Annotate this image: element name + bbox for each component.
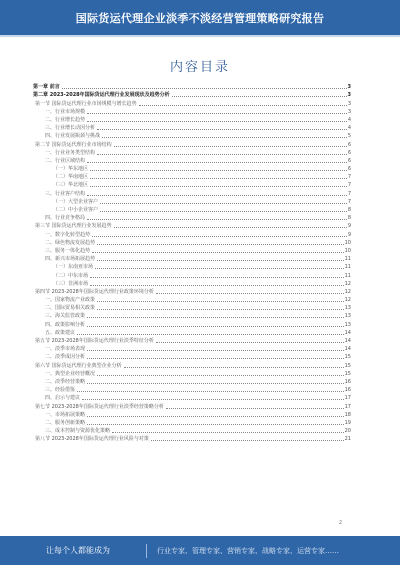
toc-leader-dots bbox=[172, 96, 347, 97]
toc-entry-page: 3 bbox=[347, 92, 351, 99]
toc-leader-dots bbox=[92, 236, 347, 237]
toc-entry[interactable] bbox=[33, 239, 351, 247]
toc-entry-label: 一、淡季市场表现 bbox=[45, 346, 86, 353]
toc-entry[interactable] bbox=[33, 296, 351, 304]
toc-entry-page: 4 bbox=[347, 125, 351, 132]
toc-entry-page: 14 bbox=[344, 329, 351, 336]
toc-entry-label: 二、淡季成因分析 bbox=[45, 354, 86, 361]
toc-leader-dots bbox=[87, 424, 344, 425]
toc-entry-label: （三）华北地区 bbox=[53, 182, 89, 189]
toc-leader-dots bbox=[97, 375, 344, 376]
toc-entry-label: （二）中小企业客户 bbox=[53, 207, 99, 213]
toc-leader-dots bbox=[124, 367, 344, 368]
toc-entry-page: 7 bbox=[347, 174, 351, 181]
toc-entry-page: 12 bbox=[344, 280, 351, 287]
toc-entry-page: 19 bbox=[344, 419, 351, 426]
header-divider bbox=[0, 35, 400, 37]
toc-entry-label: 三、经验借鉴 bbox=[45, 387, 76, 394]
toc-entry-page: 16 bbox=[344, 378, 351, 385]
toc-leader-dots bbox=[114, 227, 347, 228]
toc-entry[interactable] bbox=[33, 149, 351, 157]
toc-entry-label: 第四节 2023-2028年国际货运代理行业政策环境分析 bbox=[35, 288, 154, 295]
toc-leader-dots bbox=[82, 399, 344, 400]
toc-leader-dots bbox=[112, 432, 344, 433]
toc-entry-label: 一、典型企业经营概况 bbox=[45, 370, 96, 377]
toc-entry[interactable] bbox=[33, 157, 351, 165]
toc-entry-page: 8 bbox=[347, 215, 351, 222]
toc-entry[interactable] bbox=[33, 271, 351, 279]
toc-leader-dots bbox=[90, 170, 347, 171]
toc-entry[interactable] bbox=[33, 320, 351, 328]
toc-entry-page: 21 bbox=[344, 436, 351, 443]
toc-entry[interactable] bbox=[33, 91, 351, 99]
toc-entry-page: 11 bbox=[344, 272, 351, 279]
toc-entry-page: 11 bbox=[344, 264, 351, 271]
toc-entry[interactable] bbox=[33, 402, 351, 410]
toc-leader-dots bbox=[97, 244, 344, 245]
footer-slogan: 让每个人都能成为 bbox=[46, 546, 110, 555]
toc-entry[interactable] bbox=[33, 435, 351, 443]
toc-entry[interactable] bbox=[33, 288, 351, 296]
toc-entry[interactable] bbox=[33, 378, 351, 386]
toc-leader-dots bbox=[90, 186, 347, 187]
toc-entry-label: （一）大型企业客户 bbox=[53, 198, 99, 205]
toc-entry-label: 一、市场拓展策略 bbox=[45, 411, 86, 418]
toc-leader-dots bbox=[90, 178, 347, 179]
toc-entry[interactable] bbox=[33, 132, 351, 140]
toc-leader-dots bbox=[92, 252, 344, 253]
toc-entry[interactable] bbox=[33, 214, 351, 222]
toc-entry-label: （三）非洲市场 bbox=[53, 280, 89, 287]
toc-entry-page: 14 bbox=[344, 338, 351, 344]
toc-entry-label: 第七节 2023-2028年国际货运代理行业淡季经营策略分析 bbox=[35, 403, 164, 410]
toc-entry[interactable] bbox=[33, 189, 351, 197]
toc-entry-label: 四、政策影响分析 bbox=[45, 321, 86, 328]
toc-entry-page: 7 bbox=[347, 190, 351, 197]
toc-leader-dots bbox=[87, 121, 347, 122]
toc-leader-dots bbox=[97, 129, 347, 130]
toc-entry-label: 三、海关监管政策 bbox=[45, 313, 86, 320]
toc-entry[interactable] bbox=[33, 329, 351, 337]
toc-entry-label: 五、政策建议 bbox=[45, 329, 76, 336]
toc-entry[interactable] bbox=[33, 99, 351, 107]
toc-entry-page: 10 bbox=[344, 239, 351, 246]
toc-entry-label: 四、启示与建议 bbox=[45, 395, 81, 402]
toc-entry[interactable] bbox=[33, 345, 351, 353]
toc-entry[interactable] bbox=[33, 165, 351, 173]
toc-entry-page: 3 bbox=[347, 100, 351, 107]
toc-entry-page: 15 bbox=[344, 362, 351, 369]
toc-entry-label: 三、成本控制与资源优化策略 bbox=[45, 428, 111, 435]
toc-entry-page: 7 bbox=[347, 182, 351, 189]
toc-entry-label: （二）中东市场 bbox=[53, 272, 89, 279]
toc-entry-page: 6 bbox=[347, 141, 351, 148]
report-title: 国际货运代理企业淡季不淡经营管理策略研究报告 bbox=[75, 11, 325, 25]
toc-entry[interactable] bbox=[33, 263, 351, 271]
toc-entry[interactable] bbox=[33, 411, 351, 419]
toc-leader-dots bbox=[151, 440, 344, 441]
toc-entry-page: 9 bbox=[347, 231, 351, 238]
toc-entry-label: 二、行业区域结构 bbox=[45, 157, 86, 164]
toc-leader-dots bbox=[90, 285, 344, 286]
toc-entry-label: 三、行业客户结构 bbox=[45, 190, 86, 197]
toc-entry[interactable] bbox=[33, 337, 351, 345]
toc-leader-dots bbox=[95, 268, 344, 269]
toc-entry[interactable] bbox=[33, 173, 351, 181]
toc-entry-page: 15 bbox=[344, 370, 351, 377]
toc-leader-dots bbox=[87, 350, 344, 351]
toc-entry-label: （一）东南亚市场 bbox=[53, 264, 94, 271]
toc-leader-dots bbox=[97, 301, 344, 302]
toc-entry-label: 一、国家物流产业政策 bbox=[45, 297, 96, 304]
toc-entry[interactable] bbox=[33, 353, 351, 361]
toc-entry-page: 15 bbox=[344, 354, 351, 361]
toc-entry[interactable] bbox=[33, 394, 351, 402]
toc-entry[interactable] bbox=[33, 419, 351, 427]
toc-entry-label: 一、行业业务类型结构 bbox=[45, 149, 96, 156]
toc-entry-label: 四、行业发展瓶颈与挑战 bbox=[45, 133, 101, 140]
toc-entry-label: 三、行业增长动因分析 bbox=[45, 125, 96, 132]
toc-entry-label: 第三节 国际货运代理行业发展趋势 bbox=[35, 223, 112, 230]
toc-entry[interactable] bbox=[33, 427, 351, 435]
toc-entry-label: 第六节 国际货运代理行业典型企业分析 bbox=[35, 362, 122, 369]
toc-leader-dots bbox=[87, 219, 347, 220]
toc-entry[interactable] bbox=[33, 116, 351, 124]
footer-tagline: 行业专家、管理专家、营销专家、战略专家、运营专家…… bbox=[157, 546, 339, 555]
toc-entry[interactable] bbox=[33, 280, 351, 288]
toc-leader-dots bbox=[87, 162, 347, 163]
toc-entry-page: 10 bbox=[344, 247, 351, 254]
toc-leader-dots bbox=[100, 203, 347, 204]
toc-entry-label: 二、淡季经营策略 bbox=[45, 378, 86, 385]
toc-entry-page: 16 bbox=[344, 387, 351, 394]
toc-entry[interactable] bbox=[33, 247, 351, 255]
toc-entry[interactable] bbox=[33, 108, 351, 116]
toc-leader-dots bbox=[87, 113, 347, 114]
toc-leader-dots bbox=[97, 260, 344, 261]
toc-entry[interactable] bbox=[33, 181, 351, 189]
toc-leader-dots bbox=[97, 309, 344, 310]
toc-entry-label: 第八节 2023-2028年国际货运代理行业风险与对策 bbox=[35, 436, 149, 443]
toc-entry-label: 一、行业市场规模 bbox=[45, 108, 86, 115]
toc-entry-label: 四、行业竞争格局 bbox=[45, 215, 86, 222]
toc-entry[interactable] bbox=[33, 206, 351, 214]
toc-entry-page: 7 bbox=[347, 198, 351, 205]
toc-entry-page: 13 bbox=[344, 313, 351, 320]
page-number: 2 bbox=[338, 520, 342, 526]
toc-leader-dots bbox=[87, 326, 344, 327]
toc-entry-page: 12 bbox=[344, 288, 351, 295]
toc-entry[interactable] bbox=[33, 386, 351, 394]
toc-entry-label: 二、服务创新策略 bbox=[45, 419, 86, 426]
toc-entry-page: 13 bbox=[344, 321, 351, 328]
toc-leader-dots bbox=[87, 317, 344, 318]
table-of-contents bbox=[33, 83, 351, 503]
toc-entry-label: 一、数字化转型趋势 bbox=[45, 231, 91, 238]
toc-entry-label: 二、国际贸易相关政策 bbox=[45, 305, 96, 312]
toc-entry-page: 9 bbox=[347, 223, 351, 230]
toc-entry-label: 第二章 2023-2028年国际货运代理行业发展现状及趋势分析 bbox=[33, 92, 170, 99]
toc-entry-page: 3 bbox=[347, 108, 351, 115]
footer-band bbox=[0, 536, 400, 565]
toc-entry[interactable] bbox=[33, 370, 351, 378]
toc-entry[interactable] bbox=[33, 124, 351, 132]
toc-entry-page: 18 bbox=[344, 411, 351, 418]
toc-entry-page: 8 bbox=[347, 207, 351, 213]
toc-entry-label: 第一章 前言 bbox=[33, 84, 60, 91]
toc-entry-page: 6 bbox=[347, 166, 351, 173]
toc-entry-page: 4 bbox=[347, 116, 351, 123]
toc-entry-page: 5 bbox=[347, 133, 351, 140]
toc-leader-dots bbox=[156, 293, 344, 294]
toc-entry[interactable] bbox=[33, 230, 351, 238]
toc-entry-label: 三、服务一体化趋势 bbox=[45, 247, 91, 254]
toc-leader-dots bbox=[77, 334, 344, 335]
toc-entry-label: （二）华南地区 bbox=[53, 174, 89, 181]
toc-entry[interactable] bbox=[33, 222, 351, 230]
toc-entry-page: 11 bbox=[344, 256, 351, 263]
header-band bbox=[0, 0, 400, 35]
toc-entry-page: 3 bbox=[347, 84, 351, 91]
toc-entry[interactable] bbox=[33, 312, 351, 320]
toc-entry-page: 6 bbox=[347, 149, 351, 156]
toc-leader-dots bbox=[87, 195, 347, 196]
toc-entry-label: （一）华东地区 bbox=[53, 166, 89, 173]
toc-heading: 内容目录 bbox=[169, 60, 230, 75]
toc-entry[interactable] bbox=[33, 304, 351, 312]
toc-entry[interactable] bbox=[33, 83, 351, 91]
toc-entry-page: 12 bbox=[344, 297, 351, 304]
toc-leader-dots bbox=[166, 408, 344, 409]
toc-leader-dots bbox=[114, 146, 347, 147]
toc-entry[interactable] bbox=[33, 255, 351, 263]
toc-entry[interactable] bbox=[33, 198, 351, 206]
toc-leader-dots bbox=[139, 105, 347, 106]
toc-entry[interactable] bbox=[33, 140, 351, 148]
toc-entry-label: 第二节 国际货运代理行业市场结构 bbox=[35, 141, 112, 148]
toc-entry-label: 四、新兴市场拓展趋势 bbox=[45, 256, 96, 263]
toc-entry-page: 20 bbox=[344, 428, 351, 435]
toc-leader-dots bbox=[87, 383, 344, 384]
toc-entry[interactable] bbox=[33, 361, 351, 369]
toc-entry-page: 14 bbox=[344, 346, 351, 353]
toc-entry-label: 二、行业增长趋势 bbox=[45, 116, 86, 123]
toc-leader-dots bbox=[77, 391, 344, 392]
toc-leader-dots bbox=[102, 137, 347, 138]
toc-leader-dots bbox=[100, 211, 347, 212]
toc-entry-label: 第五节 2023-2028年国际货运代理行业淡季特征分析 bbox=[35, 338, 154, 344]
toc-entry-page: 13 bbox=[344, 305, 351, 312]
toc-leader-dots bbox=[62, 88, 347, 89]
toc-leader-dots bbox=[87, 416, 344, 417]
toc-leader-dots bbox=[97, 154, 347, 155]
toc-entry-page: 17 bbox=[344, 403, 351, 410]
toc-leader-dots bbox=[156, 342, 344, 343]
toc-leader-dots bbox=[90, 277, 344, 278]
toc-entry-page: 17 bbox=[344, 395, 351, 402]
toc-entry-label: 二、绿色物流发展趋势 bbox=[45, 239, 96, 246]
toc-entry-label: 第一节 国际货运代理行业市场规模与增长趋势 bbox=[35, 100, 137, 107]
toc-entry-page: 6 bbox=[347, 157, 351, 164]
toc-leader-dots bbox=[87, 358, 344, 359]
footer-divider bbox=[146, 544, 147, 558]
